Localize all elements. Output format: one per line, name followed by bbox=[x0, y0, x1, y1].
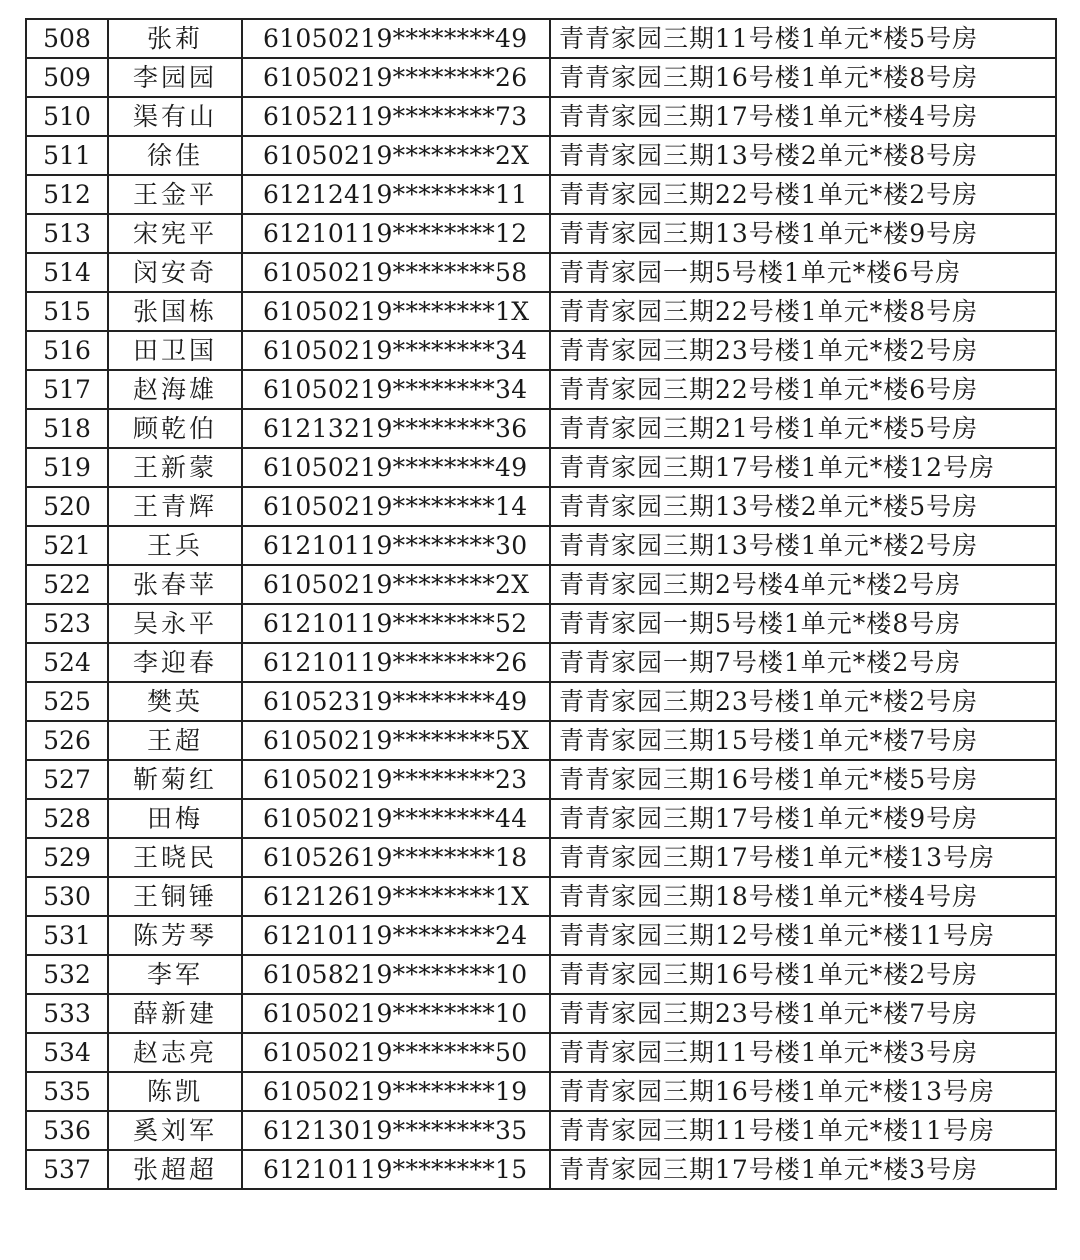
id-number: 61050219********2X bbox=[242, 565, 550, 604]
resident-name: 王超 bbox=[108, 721, 242, 760]
id-number: 61210119********26 bbox=[242, 643, 550, 682]
id-number: 61213019********35 bbox=[242, 1111, 550, 1150]
row-number: 520 bbox=[26, 487, 108, 526]
table-row bbox=[26, 448, 1056, 487]
address: 青青家园三期16号楼1单元*楼2号房 bbox=[550, 955, 1056, 994]
id-number: 61058219********10 bbox=[242, 955, 550, 994]
id-number: 61212619********1X bbox=[242, 877, 550, 916]
table-row bbox=[26, 643, 1056, 682]
table-row bbox=[26, 97, 1056, 136]
id-number: 61050219********10 bbox=[242, 994, 550, 1033]
row-number: 536 bbox=[26, 1111, 108, 1150]
row-number: 526 bbox=[26, 721, 108, 760]
resident-name: 陈芳琴 bbox=[108, 916, 242, 955]
resident-name: 宋宪平 bbox=[108, 214, 242, 253]
address: 青青家园一期7号楼1单元*楼2号房 bbox=[550, 643, 1056, 682]
id-number: 61050219********19 bbox=[242, 1072, 550, 1111]
resident-name: 吴永平 bbox=[108, 604, 242, 643]
address: 青青家园三期13号楼2单元*楼8号房 bbox=[550, 136, 1056, 175]
resident-name: 张春苹 bbox=[108, 565, 242, 604]
row-number: 537 bbox=[26, 1150, 108, 1189]
table-row bbox=[26, 409, 1056, 448]
address: 青青家园三期16号楼1单元*楼13号房 bbox=[550, 1072, 1056, 1111]
resident-name: 田梅 bbox=[108, 799, 242, 838]
address: 青青家园三期2号楼4单元*楼2号房 bbox=[550, 565, 1056, 604]
resident-name: 靳菊红 bbox=[108, 760, 242, 799]
table-row bbox=[26, 838, 1056, 877]
row-number: 532 bbox=[26, 955, 108, 994]
row-number: 509 bbox=[26, 58, 108, 97]
id-number: 61050219********14 bbox=[242, 487, 550, 526]
id-number: 61210119********15 bbox=[242, 1150, 550, 1189]
roster-table bbox=[25, 18, 1057, 1190]
id-number: 61052619********18 bbox=[242, 838, 550, 877]
id-number: 61050219********5X bbox=[242, 721, 550, 760]
address: 青青家园三期17号楼1单元*楼3号房 bbox=[550, 1150, 1056, 1189]
address: 青青家园三期12号楼1单元*楼11号房 bbox=[550, 916, 1056, 955]
address: 青青家园三期11号楼1单元*楼3号房 bbox=[550, 1033, 1056, 1072]
resident-name: 田卫国 bbox=[108, 331, 242, 370]
table-row bbox=[26, 799, 1056, 838]
table-row bbox=[26, 1150, 1056, 1189]
row-number: 527 bbox=[26, 760, 108, 799]
resident-name: 奚刘军 bbox=[108, 1111, 242, 1150]
table-row bbox=[26, 58, 1056, 97]
roster-body bbox=[26, 19, 1056, 1189]
address: 青青家园三期21号楼1单元*楼5号房 bbox=[550, 409, 1056, 448]
resident-name: 樊英 bbox=[108, 682, 242, 721]
resident-name: 李军 bbox=[108, 955, 242, 994]
table-row bbox=[26, 331, 1056, 370]
row-number: 518 bbox=[26, 409, 108, 448]
id-number: 61210119********12 bbox=[242, 214, 550, 253]
resident-name: 王晓民 bbox=[108, 838, 242, 877]
address: 青青家园一期5号楼1单元*楼8号房 bbox=[550, 604, 1056, 643]
table-row bbox=[26, 604, 1056, 643]
address: 青青家园三期11号楼1单元*楼5号房 bbox=[550, 19, 1056, 58]
id-number: 61210119********24 bbox=[242, 916, 550, 955]
resident-name: 张莉 bbox=[108, 19, 242, 58]
address: 青青家园三期16号楼1单元*楼8号房 bbox=[550, 58, 1056, 97]
address: 青青家园三期15号楼1单元*楼7号房 bbox=[550, 721, 1056, 760]
id-number: 61050219********26 bbox=[242, 58, 550, 97]
resident-name: 李迎春 bbox=[108, 643, 242, 682]
id-number: 61050219********58 bbox=[242, 253, 550, 292]
table-row bbox=[26, 292, 1056, 331]
id-number: 61050219********34 bbox=[242, 331, 550, 370]
resident-name: 赵志亮 bbox=[108, 1033, 242, 1072]
address: 青青家园三期11号楼1单元*楼11号房 bbox=[550, 1111, 1056, 1150]
row-number: 516 bbox=[26, 331, 108, 370]
resident-name: 李园园 bbox=[108, 58, 242, 97]
id-number: 61213219********36 bbox=[242, 409, 550, 448]
resident-name: 王青辉 bbox=[108, 487, 242, 526]
id-number: 61050219********50 bbox=[242, 1033, 550, 1072]
row-number: 513 bbox=[26, 214, 108, 253]
address: 青青家园三期17号楼1单元*楼9号房 bbox=[550, 799, 1056, 838]
address: 青青家园三期23号楼1单元*楼2号房 bbox=[550, 682, 1056, 721]
resident-name: 王金平 bbox=[108, 175, 242, 214]
row-number: 534 bbox=[26, 1033, 108, 1072]
table-row bbox=[26, 955, 1056, 994]
table-row bbox=[26, 916, 1056, 955]
table-row bbox=[26, 1033, 1056, 1072]
table-row bbox=[26, 253, 1056, 292]
row-number: 531 bbox=[26, 916, 108, 955]
row-number: 508 bbox=[26, 19, 108, 58]
id-number: 61052119********73 bbox=[242, 97, 550, 136]
table-row bbox=[26, 1072, 1056, 1111]
resident-name: 顾乾伯 bbox=[108, 409, 242, 448]
table-row bbox=[26, 136, 1056, 175]
table-row bbox=[26, 877, 1056, 916]
address: 青青家园三期17号楼1单元*楼4号房 bbox=[550, 97, 1056, 136]
table-row bbox=[26, 19, 1056, 58]
table-row bbox=[26, 760, 1056, 799]
table-row bbox=[26, 1111, 1056, 1150]
address: 青青家园三期23号楼1单元*楼7号房 bbox=[550, 994, 1056, 1033]
row-number: 528 bbox=[26, 799, 108, 838]
row-number: 512 bbox=[26, 175, 108, 214]
id-number: 61050219********44 bbox=[242, 799, 550, 838]
row-number: 530 bbox=[26, 877, 108, 916]
address: 青青家园三期16号楼1单元*楼5号房 bbox=[550, 760, 1056, 799]
id-number: 61212419********11 bbox=[242, 175, 550, 214]
table-row bbox=[26, 370, 1056, 409]
id-number: 61050219********49 bbox=[242, 19, 550, 58]
resident-name: 王新蒙 bbox=[108, 448, 242, 487]
row-number: 510 bbox=[26, 97, 108, 136]
address: 青青家园一期5号楼1单元*楼6号房 bbox=[550, 253, 1056, 292]
address: 青青家园三期22号楼1单元*楼8号房 bbox=[550, 292, 1056, 331]
resident-name: 徐佳 bbox=[108, 136, 242, 175]
resident-name: 王兵 bbox=[108, 526, 242, 565]
resident-name: 薛新建 bbox=[108, 994, 242, 1033]
row-number: 525 bbox=[26, 682, 108, 721]
table-row bbox=[26, 682, 1056, 721]
table-row bbox=[26, 565, 1056, 604]
address: 青青家园三期13号楼1单元*楼2号房 bbox=[550, 526, 1056, 565]
id-number: 61050219********2X bbox=[242, 136, 550, 175]
id-number: 61210119********52 bbox=[242, 604, 550, 643]
row-number: 523 bbox=[26, 604, 108, 643]
id-number: 61210119********30 bbox=[242, 526, 550, 565]
row-number: 521 bbox=[26, 526, 108, 565]
table-row bbox=[26, 721, 1056, 760]
row-number: 519 bbox=[26, 448, 108, 487]
table-row bbox=[26, 214, 1056, 253]
row-number: 514 bbox=[26, 253, 108, 292]
row-number: 529 bbox=[26, 838, 108, 877]
address: 青青家园三期22号楼1单元*楼2号房 bbox=[550, 175, 1056, 214]
id-number: 61050219********34 bbox=[242, 370, 550, 409]
address: 青青家园三期22号楼1单元*楼6号房 bbox=[550, 370, 1056, 409]
address: 青青家园三期23号楼1单元*楼2号房 bbox=[550, 331, 1056, 370]
id-number: 61050219********49 bbox=[242, 448, 550, 487]
address: 青青家园三期13号楼2单元*楼5号房 bbox=[550, 487, 1056, 526]
resident-name: 张国栋 bbox=[108, 292, 242, 331]
resident-name: 闵安奇 bbox=[108, 253, 242, 292]
address: 青青家园三期18号楼1单元*楼4号房 bbox=[550, 877, 1056, 916]
id-number: 61052319********49 bbox=[242, 682, 550, 721]
resident-name: 陈凯 bbox=[108, 1072, 242, 1111]
address: 青青家园三期17号楼1单元*楼13号房 bbox=[550, 838, 1056, 877]
table-row bbox=[26, 994, 1056, 1033]
table-row bbox=[26, 526, 1056, 565]
roster-sheet bbox=[25, 18, 1055, 1190]
resident-name: 王铜锤 bbox=[108, 877, 242, 916]
address: 青青家园三期17号楼1单元*楼12号房 bbox=[550, 448, 1056, 487]
id-number: 61050219********23 bbox=[242, 760, 550, 799]
table-row bbox=[26, 175, 1056, 214]
id-number: 61050219********1X bbox=[242, 292, 550, 331]
table-row bbox=[26, 487, 1056, 526]
row-number: 515 bbox=[26, 292, 108, 331]
address: 青青家园三期13号楼1单元*楼9号房 bbox=[550, 214, 1056, 253]
row-number: 511 bbox=[26, 136, 108, 175]
resident-name: 张超超 bbox=[108, 1150, 242, 1189]
resident-name: 赵海雄 bbox=[108, 370, 242, 409]
row-number: 524 bbox=[26, 643, 108, 682]
row-number: 533 bbox=[26, 994, 108, 1033]
resident-name: 渠有山 bbox=[108, 97, 242, 136]
row-number: 522 bbox=[26, 565, 108, 604]
row-number: 517 bbox=[26, 370, 108, 409]
row-number: 535 bbox=[26, 1072, 108, 1111]
